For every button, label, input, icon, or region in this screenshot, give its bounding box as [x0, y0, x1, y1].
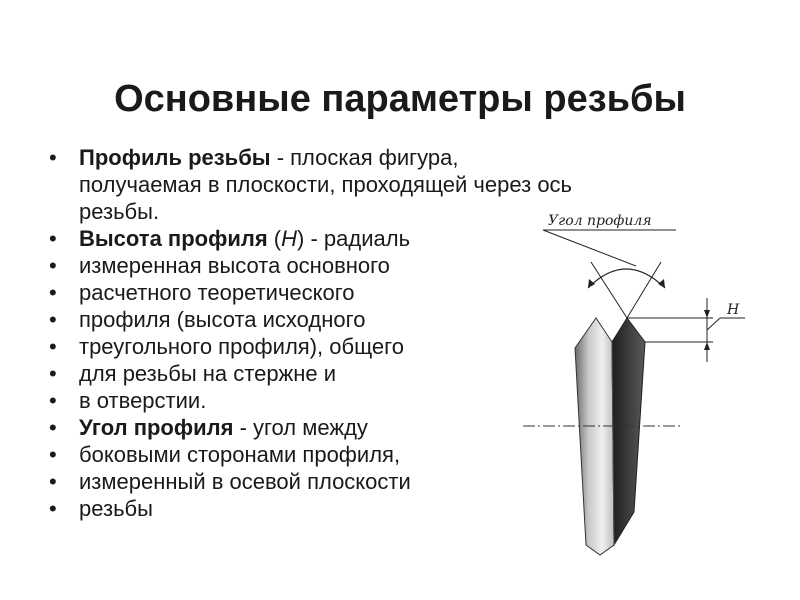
bullet-item — [47, 360, 517, 387]
bullet-text: резьбы — [79, 496, 153, 521]
bullet-item — [47, 225, 517, 252]
term-thread-profile: Профиль резьбы — [79, 145, 271, 170]
bullet-item — [47, 306, 517, 333]
bullet-list — [47, 144, 573, 522]
bullet-text: профиля (высота исходного — [79, 307, 366, 332]
bullet-text: - плоская фигура, — [270, 145, 459, 170]
thread-profile-drawing — [515, 203, 800, 563]
slide-title: Основные параметры резьбы — [114, 78, 686, 121]
bullet-text: получаемая в плоскости, проходящей через ось — [79, 172, 573, 197]
bullet-item — [47, 387, 517, 414]
bullet-text: измеренный в осевой плоскости — [79, 469, 411, 494]
bullet-item — [47, 333, 517, 360]
bullet-item — [47, 252, 517, 279]
bullet-item — [47, 441, 517, 468]
term-profile-angle: Угол профиля — [79, 415, 234, 440]
bullet-text: ( — [267, 226, 282, 251]
bullet-item — [47, 468, 517, 495]
profile-angle-label: Угол профиля — [548, 213, 652, 229]
tool-body — [575, 318, 645, 555]
thread-profile-figure — [515, 203, 800, 563]
bullet-item — [47, 414, 517, 441]
bullet-text: треугольного профиля), общего — [79, 334, 404, 359]
symbol-h: H — [281, 226, 298, 251]
bullet-item — [47, 144, 573, 225]
bullet-text: для резьбы на стержне и — [79, 361, 337, 386]
term-profile-height: Высота профиля — [79, 226, 268, 251]
bullet-text: измеренная высота основного — [79, 253, 390, 278]
bullet-text: - угол между — [233, 415, 368, 440]
bullet-text: расчетного теоретического — [79, 280, 355, 305]
bullet-text: ) - радиаль — [297, 226, 411, 251]
profile-angle-marking — [543, 213, 676, 318]
bullet-item — [47, 279, 517, 306]
bullet-text: резьбы. — [79, 199, 160, 224]
bullet-text: боковыми сторонами профиля, — [79, 442, 401, 467]
height-label: H — [727, 302, 740, 318]
bullet-item — [47, 495, 517, 522]
bullet-text: в отверстии. — [79, 388, 207, 413]
